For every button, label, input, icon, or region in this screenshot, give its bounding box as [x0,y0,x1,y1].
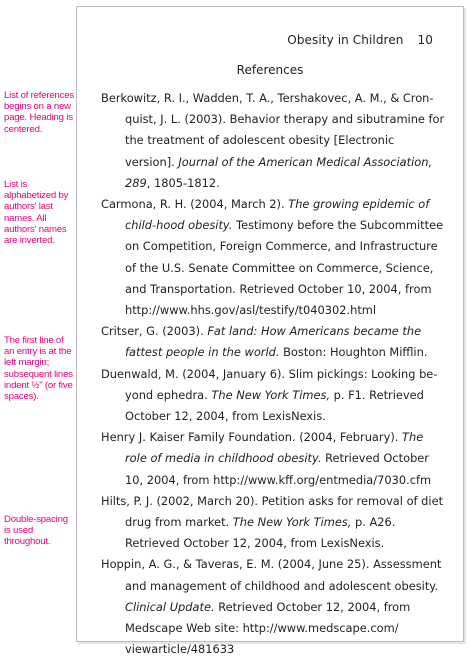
reference-italic-title: Journal of the American Medical Association, 289 [125,154,433,190]
annotation-new-page: List of references begins on a new page. Heading is centered. [4,90,74,135]
reference-entry [101,491,447,555]
reference-text: Carmona, R. H. (2004, March 2). [101,197,289,212]
reference-text: p. F1. Retrieved October 12, 2004, from LexisNexis. [125,387,424,424]
annotation-hanging-indent: The first line of an entry is at the left margin; subsequent lines indent ½" (or five spaces). [4,335,73,403]
reference-italic-title: The New York Times, [211,387,331,402]
page-number: 10 [417,33,433,47]
document-page [76,6,464,657]
annotation-alphabetized: List is alphabetized by authors' last names. All authors' names are inverted. [4,179,69,247]
reference-entry [101,194,447,321]
running-head [287,33,433,47]
reference-text: Retrieved October 10, 2004, from http://www.kff.org/entmedia/7030.cfm [125,451,432,487]
reference-text: Boston: Houghton Mifflin. [279,345,428,360]
reference-text: Henry J. Kaiser Family Foundation. (2004, February). [101,430,403,445]
reference-text: Retrieved October 12, 2004, from Medscape Web site: http://www.medscape.com/ viewarticle/481633 [125,599,411,657]
reference-entry [101,554,447,660]
annotation-double-spacing: Double-spacing is used throughout. [4,514,68,548]
reference-list [101,88,447,660]
reference-text: , 1805-1812. [146,175,220,190]
reference-italic-title: The growing epidemic of child-hood obesity. [125,197,430,233]
reference-entry [101,321,447,363]
reference-text: Duenwald, M. (2004, January 6). Slim pickings: Looking be-yond ephedra. [101,366,438,402]
reference-entry [101,427,447,491]
reference-italic-title: Clinical Update. [125,599,215,614]
reference-text: Berkowitz, R. I., Wadden, T. A., Tershakovec, A. M., & Cron-quist, J. L. (2003). Behavior therapy and sibutramine for the treatment of adolescent obesity [Electronic version]. [101,91,445,169]
reference-text: Critser, G. (2003). [101,324,208,339]
reference-text: Hoppin, A. G., & Taveras, E. M. (2004, June 25). Assessment and management of childhood and adolescent obesity. [101,557,442,593]
running-head-title: Obesity in Children [287,33,404,47]
references-heading: References [236,63,304,77]
reference-text: Testimony before the Subcommittee on Competition, Foreign Commerce, and Infrastructure of the U.S. Senate Committee on Commerce, Science, and Transportation. Retrieved October 10, 2004, from http://www.hhs.gov/asl/testify/t040302.html [125,218,444,318]
reference-italic-title: The New York Times, [232,515,352,530]
reference-entry [101,88,447,194]
reference-text: Hilts, P. J. (2002, March 20). Petition asks for removal of diet drug from market. [101,493,444,530]
reference-text: p. A26. Retrieved October 12, 2004, from LexisNexis. [125,515,396,551]
reference-italic-title: The role of media in childhood obesity. [125,430,424,466]
reference-entry [101,364,447,428]
reference-italic-title: Fat land: How Americans became the fattest people in the world. [125,324,422,360]
